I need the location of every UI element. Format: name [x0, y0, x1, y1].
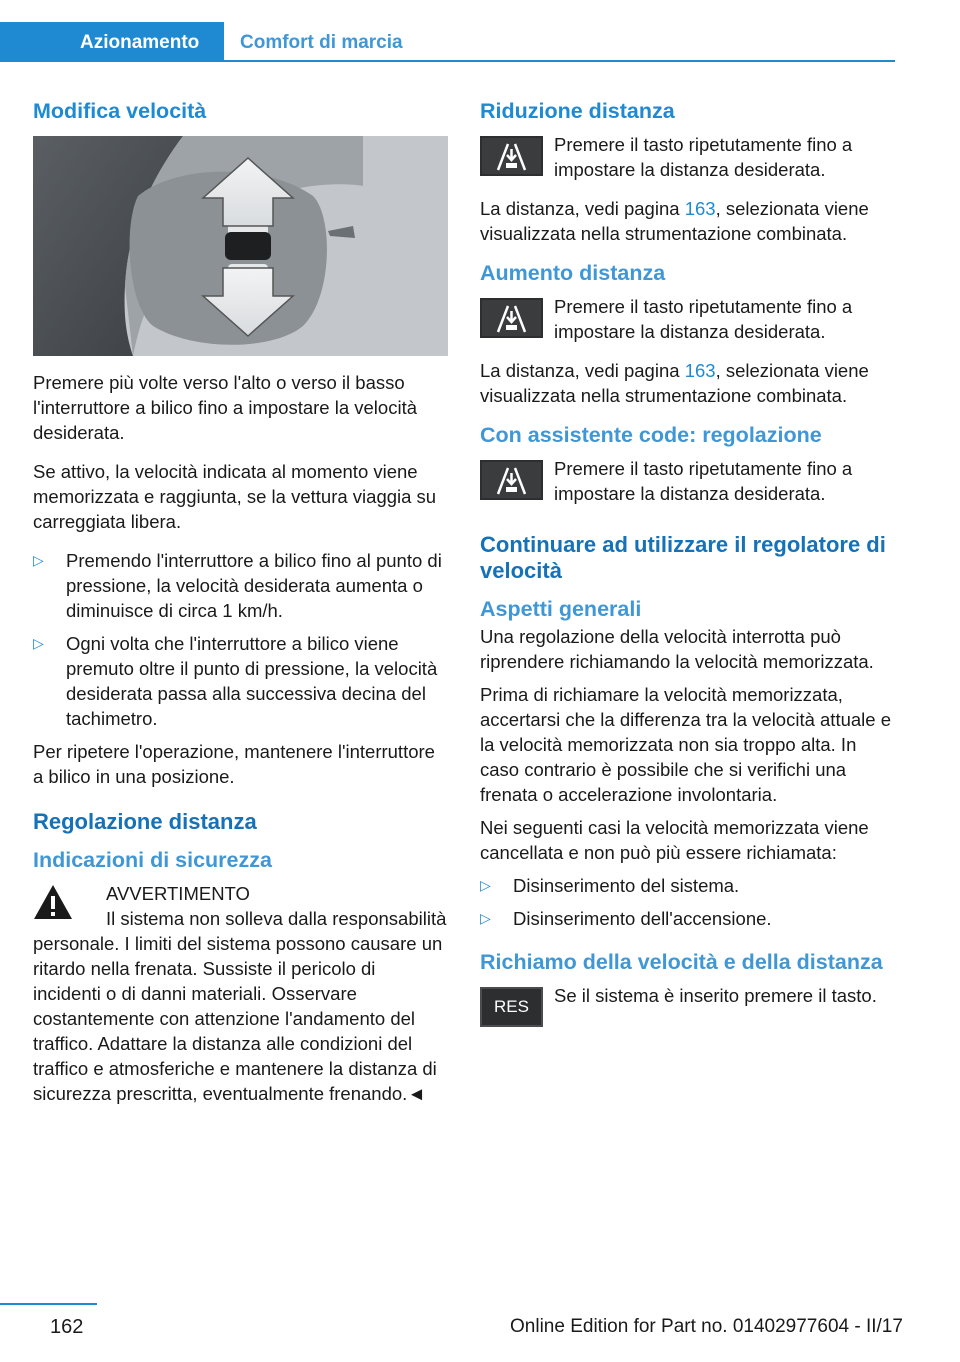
- paragraph-speed-memorized: Se attivo, la velocità indicata al momento viene memorizzata e raggiunta, se la vettura viaggia su carreggiata libera.: [33, 461, 437, 532]
- res-label: RES: [494, 997, 529, 1016]
- heading-regolazione-distanza: Regolazione distanza: [33, 809, 257, 834]
- warning-first-line: Il sistema non solleva dalla responsabilità: [106, 908, 447, 929]
- paragraph-distanza-riduzione: [480, 196, 895, 246]
- edition-text: Online Edition for Part no. 01402977604 - II/17: [510, 1316, 903, 1337]
- tab-azionamento[interactable]: Azionamento: [0, 22, 224, 62]
- left-column: [33, 98, 448, 1120]
- paragraph-instructions: Premere più volte verso l'alto o verso il basso l'interruttore a bilico fino a impostare la velocità desiderata.: [33, 372, 417, 443]
- paragraph-aspetti-1: Una regolazione della velocità interrotta può riprendere richiamando la velocità memorizzata.: [480, 626, 874, 672]
- list-item: [480, 906, 895, 931]
- distance-button-icon: [480, 298, 543, 338]
- header-rule: [224, 60, 895, 62]
- steering-wheel-rocker-illustration: [33, 136, 448, 356]
- distance-button-icon: [480, 460, 543, 500]
- instruction-res: [480, 983, 895, 1027]
- bullet-list-left: [33, 548, 448, 731]
- warning-triangle-icon: [33, 883, 73, 921]
- warning-body: personale. I limiti del sistema possono causare un ritardo nella frenata. Sussiste il pericolo di incidenti o di danni materiali. Osservare costantemente con attenzione l'andamento del traffico. Adattare la distanza alle condizioni del traffico e atmosferiche e mantenere la distanza di sicurezza prescritta, eventualmente frenando.: [33, 933, 443, 1104]
- paragraph-aspetti-3: Nei seguenti casi la velocità memorizzata viene cancellata e non può più essere richiamata:: [480, 817, 869, 863]
- instruction-aumento: [480, 294, 895, 344]
- heading-aspetti-generali: Aspetti generali: [480, 597, 642, 621]
- paragraph-repeat: Per ripetere l'operazione, mantenere l'interruttore a bilico in una posizione.: [33, 741, 435, 787]
- instruction-text: Premere il tasto ripetutamente fino a impostare la distanza desiderata.: [554, 458, 853, 504]
- heading-modifica-velocita: Modifica velocità: [33, 99, 207, 123]
- page-header: [0, 22, 895, 62]
- bullet-list-right: [480, 873, 895, 931]
- text-prefix: La distanza, vedi pagina: [480, 198, 685, 219]
- list-item: [33, 631, 448, 731]
- list-item-text: Premendo l'interruttore a bilico fino al punto di pressione, la velocità desiderata aumenta o diminuisce di circa 1 km/h.: [66, 550, 442, 621]
- res-button-icon: [480, 987, 543, 1027]
- list-item-text: Ogni volta che l'interruttore a bilico viene premuto oltre il punto di pressione, la velocità desiderata passa alla successiva decina del tachimetro.: [66, 633, 438, 729]
- heading-indicazioni-sicurezza: Indicazioni di sicurezza: [33, 848, 272, 872]
- heading-continuare: Continuare ad utilizzare il regolatore di velocità: [480, 532, 886, 583]
- instruction-text: Premere il tasto ripetutamente fino a impostare la distanza desiderata.: [554, 296, 853, 342]
- heading-richiamo: Richiamo della velocità e della distanza: [480, 950, 883, 974]
- right-column: [480, 98, 895, 1041]
- warning-text: [33, 931, 448, 1106]
- tab-comfort-di-marcia[interactable]: Comfort di marcia: [240, 32, 403, 53]
- list-item: [480, 873, 895, 898]
- triangle-bullet-icon: ▷: [480, 910, 491, 926]
- heading-riduzione-distanza: Riduzione distanza: [480, 99, 675, 123]
- triangle-bullet-icon: ▷: [33, 635, 44, 651]
- instruction-riduzione: [480, 132, 895, 182]
- list-item-text: Disinserimento del sistema.: [513, 875, 740, 896]
- text-prefix: La distanza, vedi pagina: [480, 360, 685, 381]
- triangle-bullet-icon: ▷: [480, 877, 491, 893]
- text-suffix: , selezionata viene visualizzata nella strumentazione combinata.: [480, 198, 869, 244]
- distance-button-icon: [480, 136, 543, 176]
- heading-assistente-code: Con assistente code: regolazione: [480, 423, 822, 447]
- steering-wheel-rocker-photo: [33, 136, 448, 356]
- paragraph-distanza-aumento: [480, 358, 895, 408]
- page-number: 162: [50, 1316, 84, 1338]
- page-link[interactable]: 163: [684, 198, 716, 219]
- warning-block: [33, 881, 448, 931]
- page-link[interactable]: 163: [684, 360, 716, 381]
- instruction-code: [480, 456, 895, 506]
- triangle-bullet-icon: ▷: [33, 552, 44, 568]
- paragraph-aspetti-2: Prima di richiamare la velocità memorizzata, accertarsi che la differenza tra la velocità attuale e la velocità memorizzata non sia troppo alta. In caso contrario è possibile che si verifichi una frenata o accelerazione involontaria.: [480, 684, 891, 805]
- text-suffix: , selezionata viene visualizzata nella strumentazione combinata.: [480, 360, 869, 406]
- list-item-text: Disinserimento dell'accensione.: [513, 908, 772, 929]
- end-mark-icon: ◄: [407, 1083, 426, 1104]
- footer-rule: [0, 1303, 97, 1305]
- instruction-text: Premere il tasto ripetutamente fino a impostare la distanza desiderata.: [554, 134, 853, 180]
- instruction-text: Se il sistema è inserito premere il tasto.: [554, 985, 877, 1006]
- warning-label: AVVERTIMENTO: [106, 883, 250, 904]
- heading-aumento-distanza: Aumento distanza: [480, 261, 666, 285]
- list-item: [33, 548, 448, 623]
